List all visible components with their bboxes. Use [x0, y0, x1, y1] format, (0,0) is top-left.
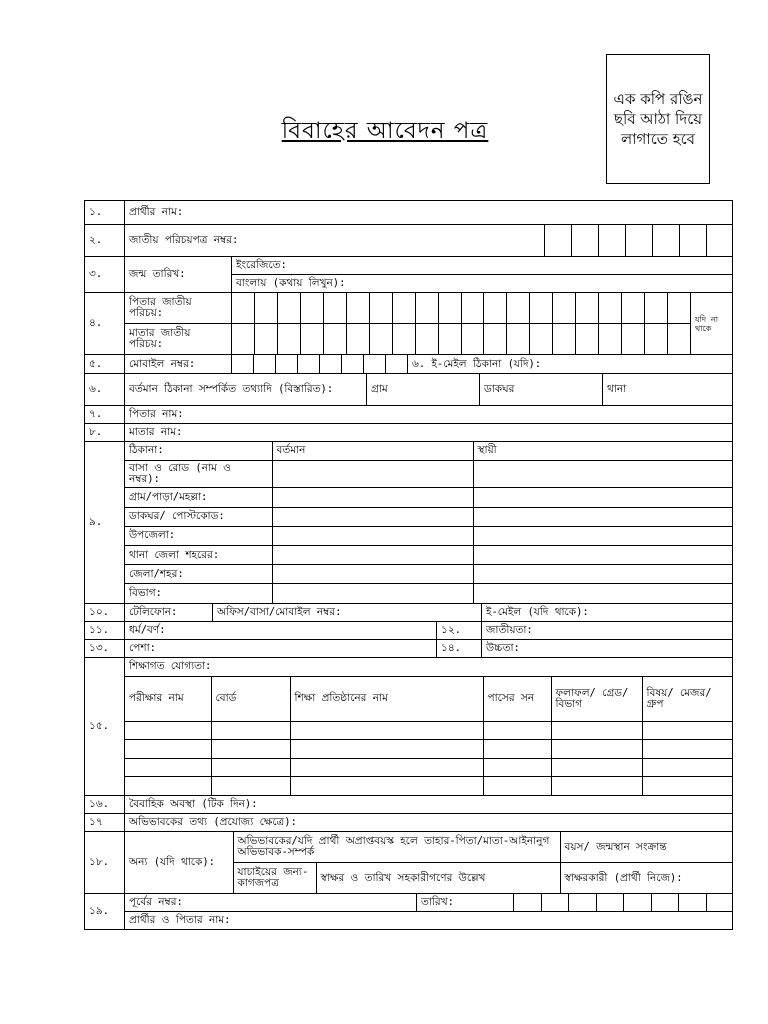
- digit-box[interactable]: [575, 324, 598, 354]
- row-number: ৪.: [85, 293, 125, 355]
- digit-box[interactable]: [621, 293, 644, 323]
- edu-cell[interactable]: [290, 721, 483, 739]
- digit-box[interactable]: [297, 355, 319, 373]
- digit-box[interactable]: [323, 293, 346, 323]
- row-number: ১০.: [85, 604, 125, 622]
- marital-status-field[interactable]: [125, 796, 733, 814]
- address-brief-row: [125, 374, 733, 406]
- address-line-label: বিভাগ:: [125, 584, 272, 603]
- edu-cell[interactable]: [211, 721, 290, 739]
- edu-cell[interactable]: [125, 777, 211, 795]
- edu-cell[interactable]: [125, 740, 211, 758]
- digit-box[interactable]: [346, 324, 369, 354]
- field-label: পিতার জাতীয় পরিচয়:: [125, 293, 232, 324]
- edu-cell[interactable]: [125, 758, 211, 776]
- permanent-address-cell[interactable]: [473, 507, 733, 526]
- field-label: পেশা:: [129, 642, 156, 654]
- address-header-label: ঠিকানা:: [125, 442, 272, 460]
- digit-box[interactable]: [598, 324, 621, 354]
- previous-number-field[interactable]: [125, 894, 417, 912]
- field-label: টেলিফোন:: [125, 604, 213, 621]
- digit-box[interactable]: [232, 355, 253, 373]
- edu-column-header: পরীক্ষার নাম: [125, 676, 211, 721]
- present-address-cell[interactable]: [272, 526, 473, 545]
- row-number: ১৬.: [85, 796, 125, 814]
- date-label: তারিখ:: [417, 894, 514, 912]
- digit-box[interactable]: [514, 894, 541, 911]
- field-label: মাতার জাতীয় পরিচয়:: [125, 324, 232, 355]
- digit-box[interactable]: [392, 324, 415, 354]
- digit-box[interactable]: [598, 293, 621, 323]
- digit-box[interactable]: [323, 324, 346, 354]
- digit-box[interactable]: [575, 293, 598, 323]
- row-number: ১৪.: [437, 640, 482, 657]
- religion-row: [125, 622, 733, 640]
- digit-box[interactable]: [541, 894, 569, 911]
- digit-box[interactable]: [568, 894, 596, 911]
- digit-box[interactable]: [385, 355, 407, 373]
- field-label: জন্ম তারিখ:: [125, 257, 232, 292]
- field-label: উচ্চতা:: [486, 642, 520, 654]
- present-address-cell[interactable]: [272, 460, 473, 488]
- height-field[interactable]: [482, 640, 733, 657]
- edu-cell[interactable]: [211, 777, 290, 795]
- guardian-relation-label: অভিভাবকের/যদি প্রার্থী অপ্রাপ্তবয়স্ক হলে তাহার-পিতা/মাতা-আইনানুগ অভিভাবক-সম্পর্ক: [233, 832, 560, 863]
- photo-box[interactable]: এক কপি রঙিন ছবি আঠা দিয়ে লাগাতে হবে: [606, 54, 710, 184]
- previous-number-section: [125, 894, 733, 930]
- address-table: [125, 442, 733, 604]
- page-title: বিবাহের আবেদন পত্র: [281, 118, 489, 144]
- row-number: ১৮.: [85, 832, 125, 894]
- dob-english-field[interactable]: [232, 257, 733, 275]
- section-label: শিক্ষাগত যোগ্যতা:: [125, 658, 733, 676]
- permanent-address-cell[interactable]: [473, 584, 733, 603]
- guardian-detail-section: [125, 832, 733, 894]
- digit-box[interactable]: [275, 355, 297, 373]
- field-label: ইংরেজিতে:: [236, 259, 287, 271]
- digit-box[interactable]: [571, 225, 598, 256]
- edu-cell[interactable]: [290, 758, 483, 776]
- address-line-label: থানা জেলা শহরের:: [125, 545, 272, 564]
- digit-box[interactable]: [438, 324, 461, 354]
- digit-box[interactable]: [415, 293, 438, 323]
- note-label: যদি না থাকে: [691, 293, 733, 354]
- digit-box[interactable]: [277, 324, 300, 354]
- digit-box[interactable]: [506, 324, 529, 354]
- row-number: ৯.: [85, 442, 125, 604]
- digit-box[interactable]: [706, 894, 733, 911]
- digit-box[interactable]: [254, 293, 277, 323]
- application-form: [84, 200, 732, 930]
- digit-box[interactable]: [667, 324, 690, 354]
- guardian-info-field[interactable]: [125, 814, 733, 832]
- edu-cell[interactable]: [551, 777, 642, 795]
- thana-field[interactable]: [603, 374, 733, 405]
- address-line-label: গ্রাম/পাড়া/মহল্লা:: [125, 488, 272, 507]
- row-number: ২.: [85, 225, 125, 257]
- phone-row: [125, 604, 733, 622]
- digit-box[interactable]: [652, 225, 679, 256]
- edu-cell[interactable]: [642, 777, 733, 795]
- digit-box[interactable]: [506, 293, 529, 323]
- row-number: ১৩.: [85, 640, 125, 658]
- row-number: ৫.: [85, 355, 125, 374]
- field-label: ডাকঘর: [484, 383, 515, 395]
- field-label: বাংলায় (কথায় লিখুন):: [236, 277, 346, 289]
- digit-box[interactable]: [232, 293, 254, 323]
- digit-box[interactable]: [438, 293, 461, 323]
- phone-number-field[interactable]: [213, 604, 482, 621]
- father-name-field[interactable]: [125, 406, 733, 424]
- digit-box[interactable]: [596, 894, 624, 911]
- row-number: ৩.: [85, 257, 125, 293]
- field-label: ই-মেইল (যদি থাকে):: [486, 606, 589, 618]
- education-section: [125, 658, 733, 796]
- present-address-cell[interactable]: [272, 507, 473, 526]
- signature-date-label: স্বাক্ষর ও তারিখ সহকারীগণের উল্লেখ: [316, 863, 560, 894]
- field-label: অভিভাবকের তথ্য (প্রযোজ্য ক্ষেত্রে):: [129, 816, 297, 828]
- field-label: বর্তমান ঠিকানা সম্পর্কিত তথ্যাদি (বিস্তারিত):: [125, 374, 367, 405]
- digit-box[interactable]: [369, 324, 392, 354]
- email-field-2[interactable]: [482, 604, 733, 621]
- digit-box[interactable]: [461, 293, 484, 323]
- digit-box[interactable]: [621, 324, 644, 354]
- edu-column-header: ফলাফল/ গ্রেড/বিভাগ: [551, 676, 642, 721]
- applicant-name-field[interactable]: [125, 201, 733, 225]
- digit-box[interactable]: [529, 293, 552, 323]
- field-label: থানা: [607, 383, 627, 395]
- digit-box[interactable]: [232, 324, 254, 354]
- digit-box[interactable]: [461, 324, 484, 354]
- present-address-cell[interactable]: [272, 565, 473, 584]
- edu-cell[interactable]: [125, 721, 211, 739]
- digit-box[interactable]: [363, 355, 385, 373]
- permanent-address-cell[interactable]: [473, 460, 733, 488]
- edu-cell[interactable]: [551, 740, 642, 758]
- profession-row: [125, 640, 733, 658]
- religion-field[interactable]: [125, 622, 437, 639]
- field-label: ধর্ম/বর্ণ:: [129, 624, 166, 636]
- permanent-address-cell[interactable]: [473, 488, 733, 507]
- digit-box[interactable]: [552, 293, 575, 323]
- nid-row: [125, 225, 733, 257]
- digit-box[interactable]: [319, 355, 341, 373]
- digit-box[interactable]: [651, 894, 679, 911]
- field-label: প্রার্থীর ও পিতার নাম:: [129, 914, 231, 926]
- field-label: জাতীয় পরিচয়পত্র নম্বর:: [125, 225, 545, 256]
- parents-nid-row: [125, 293, 733, 355]
- father-nid-boxes[interactable]: [232, 293, 691, 324]
- edu-cell[interactable]: [211, 740, 290, 758]
- address-line-label: জেলা/শহর:: [125, 565, 272, 584]
- applicant-father-name-field[interactable]: [125, 912, 733, 930]
- field-label: পূর্বের নম্বর:: [129, 896, 183, 908]
- edu-cell[interactable]: [551, 721, 642, 739]
- row-number: ৬.: [85, 374, 125, 406]
- row-number: ১৯.: [85, 894, 125, 930]
- digit-box[interactable]: [552, 324, 575, 354]
- profession-field[interactable]: [125, 640, 437, 657]
- edu-cell[interactable]: [290, 777, 483, 795]
- address-line-label: ডাকঘর/ পোস্টকোড:: [125, 507, 272, 526]
- edu-cell[interactable]: [551, 758, 642, 776]
- digit-box[interactable]: [706, 225, 733, 256]
- field-label: জাতীয়তা:: [486, 624, 533, 636]
- field-label: পিতার নাম:: [129, 408, 184, 420]
- digit-box[interactable]: [369, 293, 392, 323]
- edu-cell[interactable]: [642, 740, 733, 758]
- signer-label: স্বাক্ষরকারী (প্রার্থী নিজে):: [564, 871, 683, 884]
- edu-cell[interactable]: [290, 740, 483, 758]
- digit-box[interactable]: [529, 324, 552, 354]
- present-address-cell[interactable]: [272, 545, 473, 564]
- digit-box[interactable]: [300, 324, 323, 354]
- edu-column-header: শিক্ষা প্রতিষ্ঠানের নাম: [290, 676, 483, 721]
- row-number: ৮.: [85, 424, 125, 442]
- digit-box[interactable]: [483, 324, 506, 354]
- permanent-address-cell[interactable]: [473, 545, 733, 564]
- digit-box[interactable]: [644, 293, 667, 323]
- age-birthplace-label: বয়স/ জন্মস্থান সংক্রান্ত: [560, 832, 732, 863]
- digit-box[interactable]: [277, 293, 300, 323]
- mobile-row: [125, 355, 733, 374]
- edu-cell[interactable]: [211, 758, 290, 776]
- digit-box[interactable]: [254, 324, 277, 354]
- digit-box[interactable]: [625, 225, 652, 256]
- field-label: মাতার নাম:: [129, 426, 183, 438]
- nationality-field[interactable]: [482, 622, 733, 639]
- edu-column-header: পাসের সন: [483, 676, 551, 721]
- present-address-cell[interactable]: [272, 584, 473, 603]
- address-line-label: বাসা ও রোড (নাম ও নম্বর):: [125, 460, 272, 488]
- village-field[interactable]: [367, 374, 480, 405]
- permanent-address-cell[interactable]: [473, 565, 733, 584]
- email-field[interactable]: [408, 355, 733, 373]
- edu-column-header: বোর্ড: [211, 676, 290, 721]
- row-number: ৭.: [85, 406, 125, 424]
- field-label: প্রার্থীর নাম:: [129, 206, 184, 218]
- dob-words-field[interactable]: [232, 275, 733, 293]
- digit-box[interactable]: [623, 894, 651, 911]
- digit-box[interactable]: [598, 225, 625, 256]
- digit-box[interactable]: [415, 324, 438, 354]
- field-label: ৬. ই-মেইল ঠিকানা (যদি):: [412, 357, 542, 370]
- digit-box[interactable]: [667, 293, 690, 323]
- present-address-cell[interactable]: [272, 488, 473, 507]
- post-office-field[interactable]: [480, 374, 603, 405]
- field-label: অফিস/বাসা/মোবাইল নম্বর:: [217, 606, 342, 618]
- row-number: ১২.: [437, 622, 482, 639]
- edu-cell[interactable]: [483, 721, 551, 739]
- address-line-label: উপজেলা:: [125, 526, 272, 545]
- digit-box[interactable]: [679, 225, 706, 256]
- digit-box[interactable]: [644, 324, 667, 354]
- edu-cell[interactable]: [642, 758, 733, 776]
- field-label: অন্য (যদি থাকে):: [125, 832, 233, 893]
- documents-label: যাচাইয়ের জন্য-কাগজপত্র: [233, 863, 316, 894]
- permanent-address-cell[interactable]: [473, 526, 733, 545]
- mother-name-field[interactable]: [125, 424, 733, 442]
- edu-cell[interactable]: [483, 758, 551, 776]
- row-number: ১৫.: [85, 658, 125, 796]
- mother-nid-boxes[interactable]: [232, 324, 691, 355]
- edu-column-header: বিষয়/ মেজর/ গ্রুপ: [642, 676, 733, 721]
- digit-box[interactable]: [392, 293, 415, 323]
- mobile-digit-boxes[interactable]: [232, 355, 408, 373]
- edu-cell[interactable]: [642, 721, 733, 739]
- date-boxes[interactable]: [514, 894, 733, 912]
- permanent-column-header: স্থায়ী: [473, 442, 733, 460]
- field-label: মোবাইল নম্বর:: [125, 355, 232, 373]
- field-label: গ্রাম: [371, 383, 388, 395]
- edu-cell[interactable]: [483, 740, 551, 758]
- row-number: ১১.: [85, 622, 125, 640]
- digit-box[interactable]: [341, 355, 363, 373]
- field-label: বৈবাহিক অবস্থা (টিক দিন):: [129, 798, 258, 810]
- edu-cell[interactable]: [483, 777, 551, 795]
- dob-row: [125, 257, 733, 293]
- digit-box[interactable]: [678, 894, 706, 911]
- digit-box[interactable]: [545, 225, 571, 256]
- nid-digit-boxes[interactable]: [545, 225, 733, 256]
- digit-box[interactable]: [346, 293, 369, 323]
- digit-box[interactable]: [253, 355, 275, 373]
- digit-box[interactable]: [300, 293, 323, 323]
- present-column-header: বর্তমান: [272, 442, 473, 460]
- row-number: ১৭: [85, 814, 125, 832]
- digit-box[interactable]: [483, 293, 506, 323]
- row-number: ১.: [85, 201, 125, 225]
